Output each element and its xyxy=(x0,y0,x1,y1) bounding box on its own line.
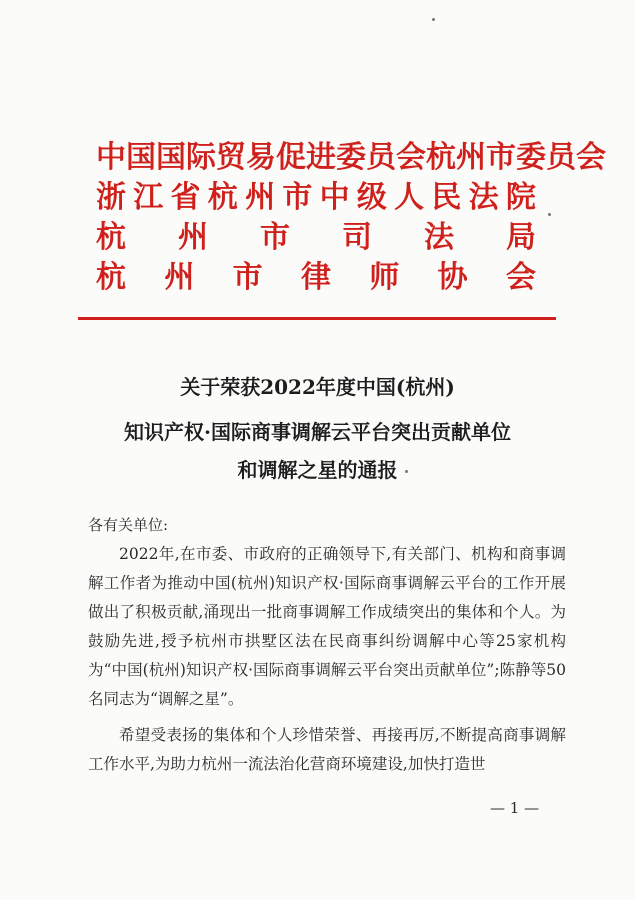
body-paragraph-1: 2022年,在市委、市政府的正确领导下,有关部门、机构和商事调解工作者为推动中国(杭州)知识产权·国际商事调解云平台的工作开展做出了积极贡献,涌现出一批商事调解工作成绩突出的集体和个人。为鼓励先进,授予杭州市拱墅区法在民商事纠纷调解中心等25家机构为“中国(杭州)知识产权·国际商事调解云平台突出贡献单位”;陈静等50名同志为“调解之星”。 xyxy=(88,545,566,708)
issuer-char: 中 xyxy=(319,180,350,215)
body-paragraph-2: 希望受表扬的集体和个人珍惜荣誉、再接再厉,不断提高商事调解工作水平,为助力杭州一流法治化营商环境建设,加快打造世 xyxy=(88,726,566,773)
issuer-char: 司 xyxy=(342,220,372,255)
scan-speck xyxy=(548,213,551,216)
issuer-char: 师 xyxy=(369,260,400,295)
issuer-char: 市 xyxy=(260,220,290,255)
issuer-char: 省 xyxy=(170,180,201,215)
issuer-char: 州 xyxy=(164,260,195,295)
issuer-char: 杭 xyxy=(96,220,126,255)
issuer-ccpit-hangzhou: 中国国际贸易促进委员会杭州市委员会 xyxy=(96,140,606,175)
issuer-char: 法 xyxy=(424,220,454,255)
issuer-char: 杭 xyxy=(96,260,126,295)
page-number: — 1 — xyxy=(490,799,540,817)
salutation: 各有关单位: xyxy=(88,516,169,534)
document-title-line-2: 知识产权·国际商事调解云平台突出贡献单位 xyxy=(124,420,511,444)
issuer-char: 杭 xyxy=(207,180,238,215)
document-title-line-3: 和调解之星的通报 xyxy=(237,458,398,482)
issuer-char: 民 xyxy=(431,180,462,215)
document-body xyxy=(88,540,566,779)
issuer-char: 院 xyxy=(505,180,536,215)
document-title-line-1: 关于荣获2022年度中国(杭州) xyxy=(180,375,455,399)
issuer-char: 律 xyxy=(300,260,331,295)
issuer-char: 法 xyxy=(468,180,499,215)
issuer-char: 市 xyxy=(282,180,313,215)
issuer-char: 级 xyxy=(356,180,387,215)
scan-speck xyxy=(432,18,435,21)
issuer-char: 人 xyxy=(394,180,425,215)
issuer-char: 江 xyxy=(133,180,164,215)
issuer-char: 州 xyxy=(245,180,276,215)
issuer-char: 协 xyxy=(437,260,468,295)
issuer-char: 局 xyxy=(506,220,536,255)
issuer-hangzhou-lawyers-association xyxy=(96,258,536,298)
issuer-char: 州 xyxy=(178,220,208,255)
issuer-hangzhou-justice-bureau xyxy=(96,218,536,258)
issuer-char: 浙 xyxy=(96,180,126,215)
scan-speck xyxy=(405,470,408,473)
issuing-authorities xyxy=(96,138,606,298)
issuer-char: 市 xyxy=(232,260,263,295)
red-header-rule xyxy=(78,317,556,320)
issuer-char: 会 xyxy=(505,260,536,295)
issuer-hangzhou-intermediate-court xyxy=(96,178,536,218)
